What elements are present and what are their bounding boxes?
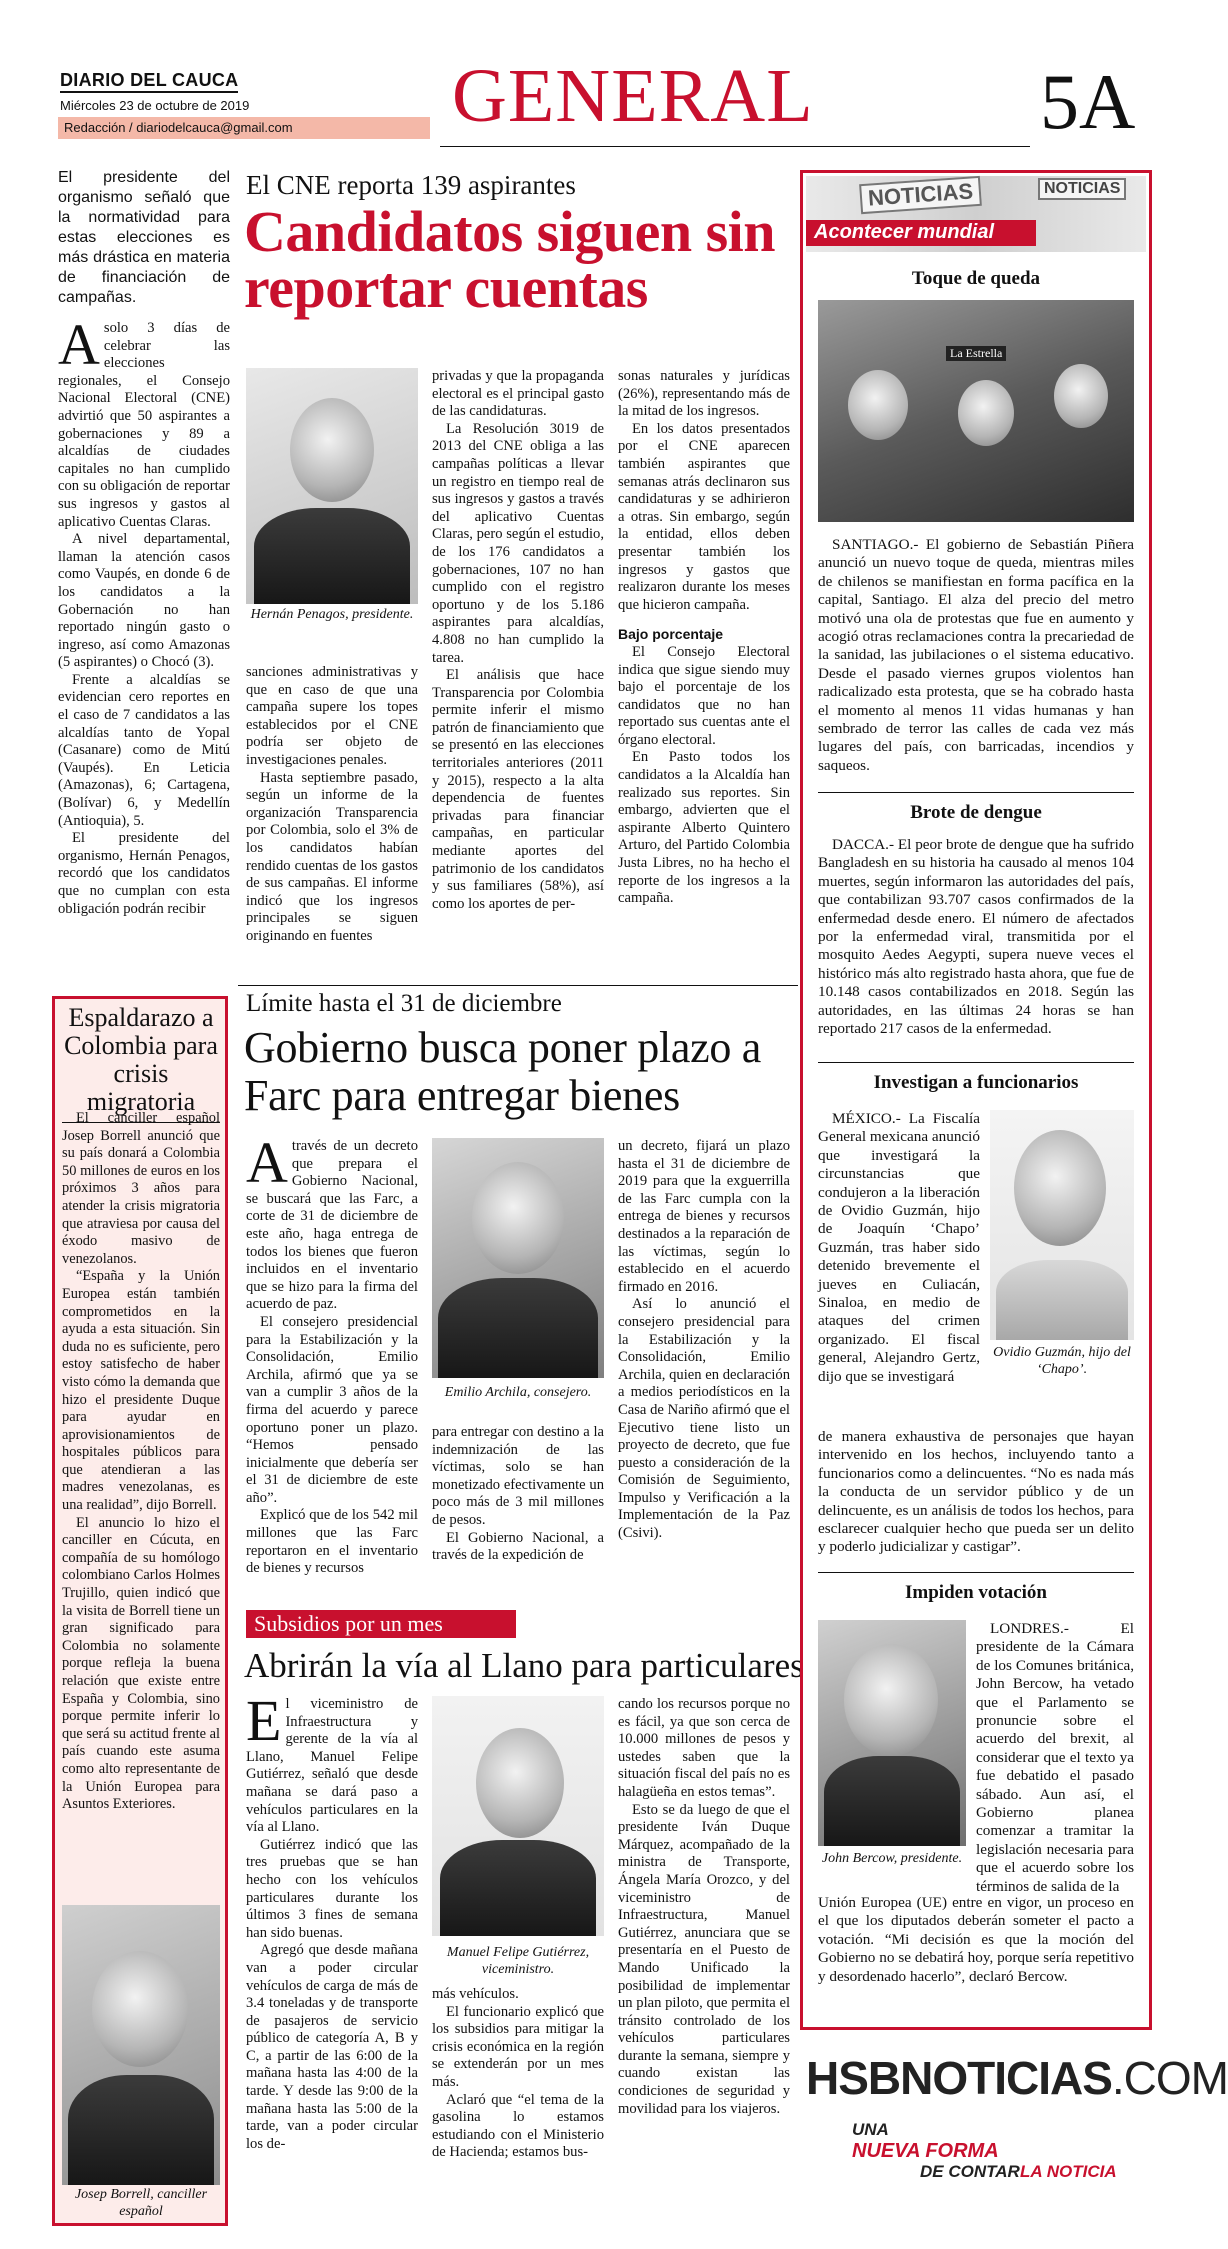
paragraph: El Gobierno Nacional, a través de la expedición de (432, 1529, 604, 1564)
votacion-text (976, 1620, 1134, 1896)
page-number: 5A (1040, 58, 1136, 145)
paragraph: más vehículos. (432, 1986, 519, 2002)
llano-col-2 (432, 1986, 604, 2162)
lead-col-1 (58, 312, 230, 918)
ad-tagline-2: NUEVA FORMA (852, 2140, 999, 2162)
paragraph: En Pasto todos los candidatos a la Alcaldía han realizado sus reportes. Sin embargo, advierten que el aspirante Alberto Quintero Arturo, del Partido Colombia Justa Libres, no ha hecho el reporte de los ingresos a la campaña. (618, 749, 790, 907)
paragraph: “España y la Unión Europea están también comprometidos en la ayuda a esta situación. Sin duda no es suficiente, pero estoy satisfecho de haber visto cómo la demanda que hizo el presidente Duque para ayudar en aprovisionamientos de hospitales públicos para que atendieran a las madres venezolanas, es una realidad”, dijo Borrell. (62, 1268, 220, 1514)
gutierrez-caption: Manuel Felipe Gutiérrez, viceministro. (446, 1945, 590, 1977)
sidebar-headline: Espaldarazo a Colombia para crisis migratoria (62, 1004, 220, 1123)
votacion-title: Impiden votación (905, 1582, 1047, 1603)
paragraph: Aclaró que “el tema de la gasolina lo estamos estudiando con el Ministerio de Hacienda; estamos bus- (432, 2091, 604, 2161)
penagos-photo (246, 368, 418, 604)
bercow-caption: John Bercow, presidente. (821, 1851, 963, 1866)
votacion-text-wide (818, 1894, 1134, 1986)
paragraph: DACCA.- El peor brote de dengue que ha sufrido Bangladesh en su historia ha causado al menos 104 muertes, según informaron las autoridades del país, que contabilizan 93.707 casos confirmados de la enfermedad desde enero. El número de afectados por la enfermedad viral, transmitida por el mosquito Aedes Aegypti, supera nueve veces el histórico más alto registrado hasta ahora, que fue de 10.148 casos contabilizados en 2018. Según las autoridades, en las últimas 24 horas se han reportado 217 casos de la enfermedad. (818, 836, 1134, 1038)
paragraph: solo 3 días de celebrar las elecciones regionales, el Consejo Nacional Electoral (CNE) advirtió que 50 aspirantes a gobernaciones y 89 a alcaldías de ciudades capitales no han cumplido con su obligación de reportar sus ingresos y gastos al aplicativo Cuentas Claras. (58, 320, 230, 530)
lead-headline: Candidatos siguen sin reportar cuentas (244, 199, 776, 320)
paragraph: Frente a alcaldías se evidencian cero reportes en el caso de 7 candidatos a las alcaldías tanto de Yopal (Casanare) como de Mitú (Vaupés). En Leticia (Amazonas), 6; Cartagena, (Bolívar) 6, y Medellín (Antioquia), 5. (58, 671, 230, 829)
llano-dropcap: E (246, 1688, 282, 1753)
issue-date: Miércoles 23 de octubre de 2019 (60, 98, 250, 113)
paragraph: de manera exhaustiva de personajes que hayan intervenido en los hechos, incluyendo tanto a funcionarios como a delincuentes. “No es nada más la conducta de un servidor público y de un delincuente, es un análisis de todos los hechos, para esclarecer cualquier hecho que pueda ser un delito y poderlo judicializar y castigar”. (818, 1428, 1134, 1556)
farc-kicker: Límite hasta el 31 de diciembre (246, 990, 562, 1017)
archila-caption: Emilio Archila, consejero. (444, 1385, 592, 1400)
banner-stamp: NOTICIAS (1038, 178, 1126, 200)
ad-logo-rest: NOTICIAS (900, 2052, 1112, 2104)
paragraph: Unión Europea (UE) entre en vigor, un proceso en el que los diputados deberán someter el pacto a votación. “Mi decisión es que la moción del Gobierno no se debatirá hoy, porque sería repetitivo y desordenado hacerlo”, declaró Bercow. (818, 1894, 1134, 1985)
lead-col-3 (432, 368, 604, 913)
ad-tagline-1: UNA (852, 2120, 889, 2139)
farc-dropcap: A (246, 1130, 288, 1195)
ad-tagline-4: LA NOTICIA (1020, 2162, 1117, 2181)
farc-col-2 (432, 1424, 604, 1565)
paragraph: Así lo anunció el consejero presidencial para la Estabilización y la Consolidación, Emilio Archila, quien en declaración a medios periodísticos en la Casa de Nariño afirmó que el Ejecutivo tiene listo un proyecto de decreto, que fue puesto a consideración de la Comisión de Seguimiento, Impulso y Verificación a la Implementación de la Paz (Csivi). (618, 1296, 790, 1542)
funcionarios-text (818, 1110, 980, 1386)
paragraph: Agregó que desde mañana van a poder circular vehículos de carga de más de 3.4 toneladas y de transporte de pasajeros de servicio público de categoría A, B y C, a partir de las 6:00 de la mañana hasta las 4:00 de la tarde. Y desde las 9:00 de la mañana hasta las 5:00 de la tarde, van a poder circular los de- (246, 1942, 418, 2152)
paragraph: través de un decreto que prepara el Gobierno Nacional, se buscará que las Farc, a corte de 31 de diciembre de este año, haga entrega de todos los bienes que fueron incluidos en el inventario que se hizo para la firma del acuerdo de paz. (246, 1138, 418, 1313)
bercow-photo (818, 1620, 966, 1846)
paragraph: SANTIAGO.- El gobierno de Sebastián Piñera anunció un nuevo toque de queda, mientras miles de chilenos se manifiestan en forma pacífica en la capital, Santiago. El alza del precio del metro motivó una ola de protestas que fue en aumento y acogió otras reclamaciones contra la precariedad de la sanidad, las jubilaciones o el sistema educativo. Desde el pasado viernes grupos violentos han radicalizado esta protesta, que se ha cobrado hasta el momento al menos 11 vidas humanas y han sembrado de terror las calles de cada vez más lugares del país, con barricadas, incendios y saqueos. (818, 536, 1134, 774)
paragraph: sonas naturales y jurídicas (26%), representando más de la mitad de los ingresos. (618, 368, 790, 420)
lead-subhead: Bajo porcentaje (618, 626, 724, 643)
lead-pullquote: El presidente del organismo señaló que la normatividad para estas elecciones es más drástica en materia de financiación de campañas. (58, 169, 230, 306)
divider (818, 1062, 1134, 1063)
hsb-ad (800, 2040, 1228, 2230)
toque-title: Toque de queda (911, 268, 1041, 289)
ad-tagline-3: DE CONTAR (920, 2162, 1020, 2181)
llano-kicker: Subsidios por un mes (246, 1610, 516, 1638)
llano-headline: Abrirán la vía al Llano para particulares (244, 1646, 804, 1685)
paragraph: l viceministro de Infraestructura y gerente de la vía al Llano, Manuel Felipe Gutiérrez, señaló que desde mañana se dará paso a vehículos particulares en la vía al Llano. (246, 1696, 418, 1836)
divider (238, 985, 798, 986)
farc-headline: Gobierno busca poner plazo a Farc para entregar bienes (244, 1023, 761, 1120)
ad-logo (806, 2052, 1228, 2104)
paragraph: MÉXICO.- La Fiscalía General mexicana anunció que investigará la circunstancias que condujeron a la liberación de Ovidio Guzmán, hijo de Joaquín ‘Chapo’ Guzmán, tras haber sido detenido brevemente el jueves en Culiacán, Sinaloa, en medio de ataques del crimen organizado. El fiscal general, Alejandro Gertz, dijo que se investigará (818, 1110, 980, 1385)
paragraph: El consejero presidencial para la Estabilización y la Consolidación, Emilio Archila, afirmó que ya se van a cumplir 3 años de la firma del acuerdo y parece oportuno poner un plazo. “Hemos pensado inicialmente que debería ser el 31 de diciembre de este año”. (246, 1313, 418, 1506)
lead-col-2 (246, 664, 418, 946)
paragraph: un decreto, fijará un plazo hasta el 31 de diciembre de 2019 para que la exguerrilla de las Farc cumpla con la entrega de bienes y recursos destinados a la reparación de las víctimas, según lo establecido en el acuerdo firmado en 2016. (618, 1138, 790, 1295)
funcionarios-text-wide (818, 1428, 1134, 1557)
paragraph: El canciller español Josep Borrell anunció que su país donará a Colombia 50 millones de euros en los próximos 3 años para atender la crisis migratoria que atraviesa por causa del éxodo masivo de venezolanos. (62, 1110, 220, 1267)
divider (818, 1572, 1134, 1573)
guzman-caption: Ovidio Guzmán, hijo del ‘Chapo’. (993, 1345, 1131, 1377)
paragraph: LONDRES.- El presidente de la Cámara de los Comunes británica, John Bercow, ha vetado que el Parlamento se pronuncie sobre el acuerdo del brexit, al considerar que el texto ya fue debatido el pasado sábado. Aun así, el Gobierno planea comenzar a tramitar la legislación necesaria para que el acuerdo sobre los términos de salida de la (976, 1620, 1134, 1895)
paragraph: sanciones administrativas y que en caso de que una campaña supere los topes establecidos por el CNE podría ser objeto de investigaciones penales. (246, 664, 418, 768)
lead-col-4 (618, 368, 790, 908)
contact-email: Redacción / diariodelcauca@gmail.com (64, 120, 293, 135)
dengue-text (818, 836, 1134, 1038)
penagos-caption: Hernán Penagos, presidente. (250, 607, 414, 622)
photo-sign: La Estrella (946, 346, 1006, 361)
masthead-rule (440, 146, 1030, 147)
farc-col-1 (246, 1130, 418, 1578)
paragraph: cando los recursos porque no es fácil, ya que son cerca de 10.000 millones de pesos y ustedes saben que la situación fiscal del país no es halagüeña en estos temas”. (618, 1696, 790, 1800)
paragraph: privadas y que la propaganda electoral es el principal gasto de las candidaturas. (432, 368, 604, 420)
divider (818, 792, 1134, 793)
paragraph: Esto se da luego de que el presidente Iván Duque Márquez, acompañado de la ministra de Transporte, Ángela María Orozco, y del viceministro de Infraestructura, Manuel Gutiérrez, anunciara que se presentaría en el Puesto de Mando Unificado la posibilidad de implementar un plan piloto, que permita el tránsito controlado de los vehículos particulares durante la semana, siempre y cuando existan las condiciones de seguridad y movilidad para los viajeros. (618, 1801, 790, 2117)
paragraph: La Resolución 3019 de 2013 del CNE obliga a las campañas políticas a llevar un registro en tiempo real de sus ingresos y gastos a través del aplicativo Cuentas Claras, pero según el estudio, de los 176 candidatos a gobernaciones, 107 no han cumplido con el registro oportuno y de los 5.186 aspirantes para alcaldías, 4.808 no han cumplido la tarea. (432, 420, 604, 666)
toque-text (818, 536, 1134, 775)
borrell-photo (62, 1905, 220, 2185)
paragraph: El anuncio lo hizo el canciller en Cúcuta, en compañía de su homólogo colombiano Carlos Holmes Trujillo, quien indicó que la visita de Borrell tiene un gran significado para Colombia no solamente porque refleja la buena relación que existe entre España y Colombia, sino porque permite inferir lo que será su actitud frente al país cuando este asuma como alto representante de la Unión Europea para Asuntos Exteriores. (62, 1514, 220, 1813)
paper-name: DIARIO DEL CAUCA (60, 70, 238, 93)
ad-logo-suffix: .COM (1111, 2052, 1228, 2104)
world-banner (806, 176, 1146, 252)
borrell-caption: Josep Borrell, canciller español (74, 2187, 208, 2219)
paragraph: El Consejo Electoral indica que sigue siendo muy bajo el porcentaje de los candidatos que no han reportado sus cuentas ante el órgano electoral. (618, 643, 790, 748)
section-title: GENERAL (452, 54, 814, 138)
paragraph: A nivel departamental, llaman la atención casos como Vaupés, en donde 6 de los candidatos a la Gobernación no han reportado ningún gasto o ingreso, así como Amazonas (5 aspirantes) o Chocó (3). (58, 531, 230, 671)
llano-col-3 (618, 1696, 790, 2118)
sidebar-text (62, 1110, 220, 1814)
paragraph: El análisis que hace Transparencia por Colombia permite inferir el mismo patrón de financiamiento que se presentó en las elecciones territoriales anteriores (2011 y 2015), respecto a la alta dependencia de fuentes privadas para financiar campañas, en particular mediante aportes del patrimonio de los candidatos y sus familiares (58%), así como los aportes de per- (432, 667, 604, 912)
protest-photo (818, 300, 1134, 522)
ad-logo-bold: HSB (806, 2052, 901, 2104)
paragraph: El presidente del organismo, Hernán Penagos, recordó que los candidatos que no cumplan con esta obligación podrán recibir (58, 830, 230, 917)
paragraph: para entregar con destino a la indemnización de las víctimas, solo se han monetizado efectivamente un poco más de 3 mil millones de pesos. (432, 1424, 604, 1528)
archila-photo (432, 1138, 604, 1378)
paragraph: Explicó que de los 542 mil millones que las Farc reportaron en el inventario de bienes y recursos (246, 1507, 418, 1577)
banner-stamp: NOTICIAS (859, 176, 982, 214)
paragraph: Hasta septiembre pasado, según un informe de la organización Transparencia por Colombia, solo el 3% de los candidatos habían rendido cuentas de los gastos de sus campañas. El informe indicó que los ingresos principales se siguen originando en fuentes (246, 769, 418, 944)
paragraph: El funcionario explicó que los subsidios para mitigar la crisis económica en la región se extenderán por un mes más. (432, 2003, 604, 2090)
paragraph: Gutiérrez indicó que las tres pruebas que se han hecho con los vehículos particulares durante los últimos 3 fines de semana han sido buenas. (246, 1836, 418, 1941)
paragraph: En los datos presentados por el CNE aparecen también aspirantes que semanas atrás declinaron sus candidaturas y se adhirieron a otras. Sin embargo, según la entidad, ellos deben presentar también los ingresos y gastos que realizaron durante los meses que hicieron campaña. (618, 420, 790, 613)
lead-kicker: El CNE reporta 139 aspirantes (246, 170, 576, 200)
funcionarios-title: Investigan a funcionarios (873, 1072, 1079, 1093)
dengue-title: Brote de dengue (910, 802, 1042, 823)
lead-dropcap: A (58, 312, 100, 377)
banner-label: Acontecer mundial (814, 221, 995, 243)
farc-col-3 (618, 1138, 790, 1543)
masthead (0, 0, 1212, 160)
gutierrez-photo (432, 1696, 604, 1936)
guzman-photo (990, 1110, 1134, 1340)
llano-col-1 (246, 1688, 418, 2153)
